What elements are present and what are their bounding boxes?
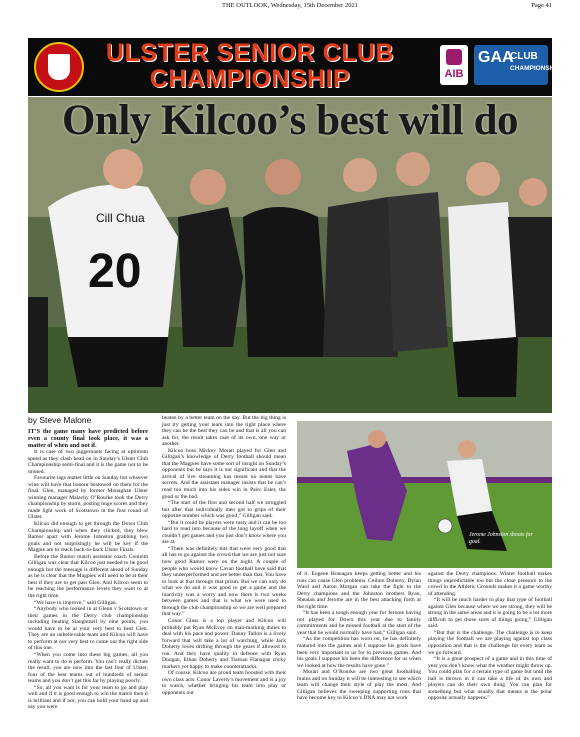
- article-paragraph: “There was definitely bits that were very good that all has to go against the crowd that we are just not sure how good Ramor were on the night. A couple of people who would know Cavan football have said that they underperformed and are better than that. You have to look at that through that prism. But we can only do what we do and it was good to get a game and the inactivity was a worry and now there is two weeks between games and that is what we were used to through the club championship so we are well prepared that way.”: [162, 545, 286, 618]
- article-headline: Only Kilcoo’s best will do: [61, 97, 519, 144]
- article-paragraph: Moran and O’Rourke are two great footballing brains and on Sunday it will be interesting to see which team will change their style of play the most. And Gilligan believes the sweeping supporting runs that have become key to Kilcoo’s DNA may not work: [297, 669, 421, 702]
- jersey-number: 20: [88, 245, 142, 298]
- gaa-subtext: [510, 51, 565, 74]
- article-paragraph: “As the competition has worn on, he has definitely matured into the games and I suppose his goals have been very important to us for in previous games. And his goals I suppose his been the difference for us when we looked at how the results have gone.”: [297, 636, 421, 669]
- article-paragraph: It is case of two juggernauts facing at optimum speed as they clash head on in Sunday’s Ulster Club Championship semi-final and it is the game not to be missed.: [28, 449, 148, 475]
- jersey-sponsor: Cill Chua: [96, 211, 145, 225]
- article-paragraph: Kilcoo boss Mickey Moran played for Glen and Gilligan’s knowledge of Derry football should mean that the Magpies have some sort of insight on Sunday’s opponents but he says it is not significant and that the arrival of live streaming has meant no teams have secrets. And the assistant manager insists that he can’t read too much into his sides win in Pairc Esler, the good or the bad.: [162, 447, 286, 500]
- article-paragraph: Before the Ramor match assistant coach Conleith Gilligan was clear that Kilcoo just needed to be good enough but the message is different ahead of Sunday as he is clear that the Magpies will need to be at their best if they are to get past Glen. And Kilcoo seem to be reaching the performance levels they want to at the right time.: [28, 553, 148, 600]
- article-paragraph: against the Derry champions. Winter football makes things unpredictable too but the close pressure to the crowd in the Athletic Grounds makes it a game worthy of attending.: [428, 571, 552, 597]
- ulster-crest-icon: [34, 42, 84, 92]
- gaa-club-text: CLUB: [510, 51, 538, 62]
- championship-banner: [28, 38, 565, 96]
- byline: [28, 415, 91, 425]
- article-column-2: [162, 415, 286, 697]
- article-paragraph: Kilcoo did enough to get through the Down Club Championship and when they clicked, they blew Ramor apart with Jerome Johnston grabbing two goals and not surprisingly he will be key if the Magpie are to reach back-to-back Ulster Finals.: [28, 521, 148, 554]
- banner-title-line1: ULSTER SENIOR CLUB: [105, 39, 395, 67]
- article-paragraph: beaten by a better team on the day. But the big thing is just try getting your team into the right place where they can be the best they can be and that is all you can ask for, the result takes care of its own, one way or another.: [162, 415, 286, 448]
- article-column-4: [428, 571, 552, 702]
- page-number: Page 41: [531, 2, 552, 9]
- article-column-3: [297, 571, 421, 702]
- article-paragraph: “But it could be players were rusty and it can be too hard to read into because of the long layoff when we couldn’t get games and you just don’t know where you are at.: [162, 519, 286, 546]
- match-action-photo: [297, 421, 552, 568]
- article-paragraph: Conor Glass is a top player and Kilcoo will probably put Ryan McEvoy on man-marking duties to deal with his pace and power. Danny Tallon is a lively forward that will take a lot of watching, while Jack Doherty loves drifting through the gears if allowed to run. And they have quality in defence with Ryan Dougan, Ethan Doherty and Tiarnan Flanagan tricky markers yet happy to make counterattacks.: [162, 617, 286, 670]
- article-paragraph: “It has been a tough enough year for Jerome having not played for Down this year due to family commitments and he missed football at the start of the year that he would normally have had,” Gilligan said.: [297, 610, 421, 636]
- gaa-text: GAA: [478, 49, 514, 66]
- article-paragraph: “We have to improve,” said Gilligan.: [34, 599, 117, 606]
- article-column-1: [28, 428, 148, 711]
- match-action-illustration: [297, 421, 552, 568]
- article-paragraph: “The start of the first and second half we struggled but after that individually men got to grips of their opposite number which was good,” Gilligan said.: [162, 500, 286, 520]
- gaa-championships-text: CHAMPIONSHIPS: [510, 65, 565, 72]
- article-paragraph: “When you come into these big games, all you really want to do is perform. You can’t really dictate the result, you are now into the last four of Ulster, four of the best teams out of hundreds of senior teams and you don’t get this far by playing poorly.: [28, 651, 148, 685]
- aib-mark-icon: [446, 49, 462, 65]
- aib-logo: [440, 45, 468, 85]
- article-paragraph: “It will be much harder to play that type of football against Glen because where we are strong, they will be strong in the same areas and it is going to be a lot more difficult to get those sorts of things going,” Gilligan said.: [428, 597, 552, 630]
- article-paragraph: “It is a great prospect of a game and in this time of year you don’t know what the weather might throw up. You could plan for a certain type of game but until the ball is thrown in it can take a life of its own and players can do their own thing. You can plan for something but what usually that means is the polar opposite actually happens.”: [428, 656, 552, 702]
- banner-title-line2: CHAMPIONSHIP: [149, 65, 351, 93]
- page-header: [28, 2, 552, 12]
- gaa-club-championships-logo: [474, 45, 565, 85]
- article-paragraph: “So, all you want is for your team to go and play well and if it is good enough to win the match then it is brilliant and if not, you can hold your hand up and say you were: [28, 684, 148, 711]
- article-paragraph: of it. Eugene Branagan keeps getting better and his runs can cause Glen problems. Ceilum Doherty, Dylan Ward and Aaron Morgan can take the fight to the Derry champions and the Johnston brothers Ryan, Shealan and Jerome are in the best attacking form at the right time.: [297, 571, 421, 610]
- article-paragraph: Of course, Kilcoo are proud team boosted with their own class acts. Conor Laverty’s movement and is a joy to watch, whether bringing his team into play or opponents out: [162, 670, 286, 696]
- article-paragraph: “But that is the challenge. The challenge is to keep playing the football we are playing against top class opposition and that is the challenge for every team as we go forward.: [428, 629, 552, 656]
- aib-text: AIB: [444, 68, 464, 80]
- banner-title: [90, 40, 410, 92]
- article-lead: IT’S the game many have predicted before even a county final took place, it was a matter of when and not if.: [28, 428, 148, 449]
- photo-caption: Jerome Johnston shoots for goal.: [469, 532, 533, 545]
- article-paragraph: “Anybody who looked in at Glenn v Scotstown or their games in the Derry club championship including beating Slaughtneil by nine points, you would have to be at your very best to beat Glen. They are an unbelievable team and Kilcoo will have to perform at our very best to come out the right side of this one.: [28, 606, 148, 652]
- publication-line: THE OUTLOOK, Wednesday, 15th December 2021: [222, 2, 358, 9]
- article-paragraph: Favourite tags matter little on Sunday but whoever wine will have that honour bestowed on them for the final. Glen, managed by former Monaghan Ulster winning manager Malachy O’Rourke took the Derry championship by storm, posting huge scores and they made light work of Scotstown in the first round of Ulster.: [28, 475, 148, 521]
- byline-text: by Steve Malone: [28, 415, 92, 425]
